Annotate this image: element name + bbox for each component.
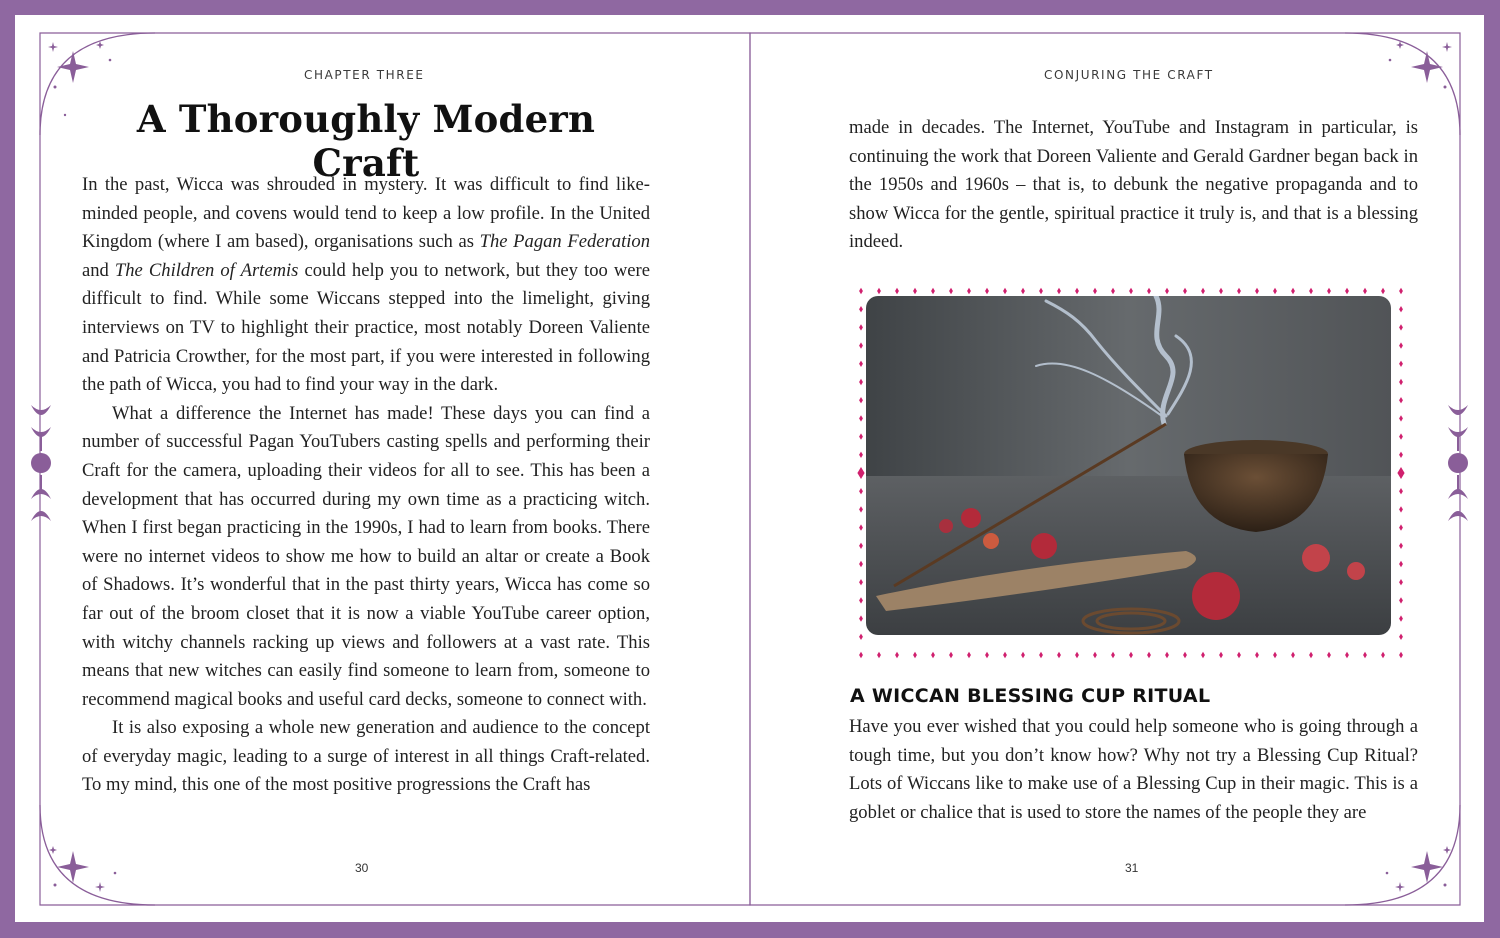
book-spread — [15, 15, 1484, 922]
page-title: A Thoroughly Modern Craft — [136, 97, 596, 185]
star-icon-top-left — [57, 51, 89, 83]
page-number-left: 30 — [355, 861, 369, 875]
paragraph-3: It is also exposing a whole new generation and audience to the concept of everyday magic, leading to a surge of interest in all things Craft-related. To my mind, this one of the most positive progressions the Craft has — [82, 717, 650, 796]
section-paragraph: Have you ever wished that you could help someone who is going through a tough time, but you don’t know how? Why not try a Blessing Cup Ritual? Lots of Wiccans like to make use of a Blessing Cup in their magic. This is a goblet or chalice that is used to store the names of the people they are — [849, 716, 1418, 823]
page-number-right: 31 — [1125, 861, 1139, 875]
continued-paragraph: made in decades. The Internet, YouTube and Instagram in particular, is continuing the work that Doreen Valiente and Gerald Gardner began back in the 1950s and 1960s – that is, to debunk the negative propaganda and to show Wicca for the gentle, spiritual practice it truly is, and that is a blessing indeed. — [849, 117, 1418, 253]
paragraph-1: In the past, Wicca was shrouded in mystery. It was difficult to find like-minded people, and covens would tend to keep a low profile. In the United Kingdom (where I am based), organisations such as The Pagan Federation and The Children of Artemis could help you to network, but they too were difficult to find. While some Wiccans stepped into the limelight, giving interviews on TV to highlight their practice, most notably Doreen Valiente and Patricia Crowther, for the most part, if you were interested in following the path of Wicca, you had to find your way in the dark. — [82, 174, 651, 396]
running-head-left: CHAPTER THREE — [304, 68, 425, 82]
running-head-right: CONJURING THE CRAFT — [1044, 68, 1214, 82]
section-heading: A WICCAN BLESSING CUP RITUAL — [850, 685, 1211, 707]
moon-phase-icon-right — [1448, 405, 1468, 521]
right-section-text — [849, 713, 1418, 827]
star-icon-bottom-right — [1411, 851, 1443, 883]
right-continued-text — [849, 114, 1418, 257]
star-icon-top-right — [1411, 51, 1443, 83]
moon-phase-icon-left — [31, 405, 51, 521]
paragraph-2: What a difference the Internet has made! These days you can find a number of successful Pagan YouTubers casting spells and performing their Craft for the camera, uploading their videos for all to see. This has been a development that has occurred during my own time as a practicing witch. When I first began practicing in the 1990s, I had to learn from books. There were no internet videos to show me how to build an altar or create a Book of Shadows. It’s wonderful that in the past thirty years, Wicca has come so far out of the broom closet that it is now a viable YouTube career option, with witchy channels racking up views and followers at a vast rate. This means that new witches can easily find someone to learn from, someone to recommend magical books and useful card decks, someone to connect with. — [82, 402, 650, 710]
star-icon-bottom-left — [57, 851, 89, 883]
left-text-column — [82, 171, 650, 800]
incense-photo — [866, 296, 1391, 635]
